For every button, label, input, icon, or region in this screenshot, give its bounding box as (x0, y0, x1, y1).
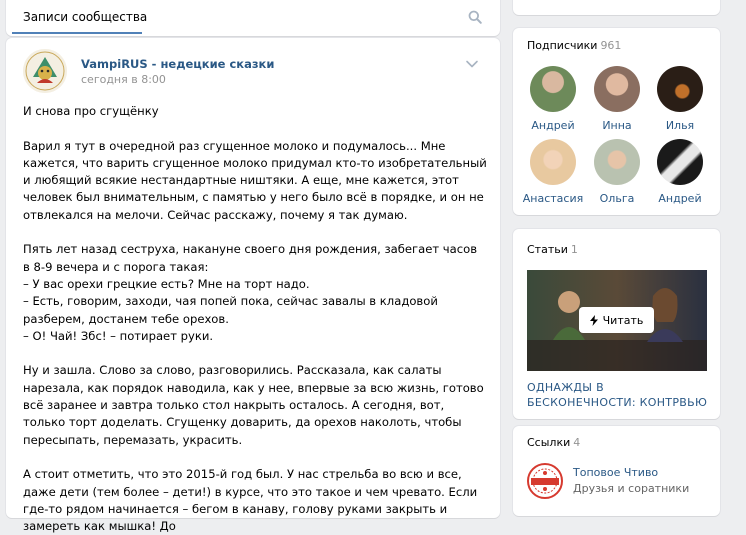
subscribers-title: Подписчики (527, 39, 598, 52)
active-tab-indicator (12, 32, 142, 34)
subscriber-avatar (657, 66, 703, 112)
post-text: И снова про сгущёнку Варил я тут в очередной раз сгущенное молоко и подумалось... Мне кажется, что варить сгущенное молоко придумал кто-то изобретательный и любящий всякие нестандартные ништяки. А еще, мне кажется, этот человек был внимательным, с памятью у него было всё в порядке, и он не отвлекался на мелочи. Сейчас расскажу, почему я так думаю. Пять лет назад сеструха, накануне своего дня рождения, забегает часов в 8-9 вечера и с порога такая: – У вас орехи грецкие есть? Мне на торт надо. – Есть, говорим, заходи, чая попей пока, сейчас завалы в кладовой разберем, достанем тебе орехов. – О! Чай! Збс! – потирает руки. Ну и зашла. Слово за слово, разговорились. Рассказала, как салаты нарезала, как порядок наводила, как у нее, впервые за всю жизнь, готово всё заранее и завтра только стол накрыть осталось. А сегодня, вот, только торт доделать. Сгущенку доварить, да орехов наколоть, чтобы пересыпать, перемазать, украсить. А стоит отметить, что это 2015-й год был. У нас стрельба во всю и все, даже дети (тем более – дети!) в курсе, что это такое и чем чревато. Если где-то рядом начинается – бегом в канаву, голову руками закрыть и замереть как мышка! До (23, 104, 487, 534)
post-author-link[interactable]: VampiRUS - недецкие сказки (81, 57, 275, 71)
link-description: Друзья и соратники (573, 482, 690, 495)
subscriber-avatar (657, 139, 703, 185)
article-cover[interactable] (527, 270, 707, 371)
link-logo[interactable] (527, 463, 563, 499)
subscriber-item[interactable] (521, 66, 585, 132)
links-title: Ссылки (527, 436, 571, 449)
links-card (513, 426, 720, 516)
top-partial-card (513, 0, 720, 15)
subscriber-avatar (594, 66, 640, 112)
links-count: 4 (573, 436, 581, 449)
subscriber-name: Анастасия (522, 192, 584, 205)
subscriber-name: Андрей (658, 192, 702, 205)
seal-logo-icon (527, 463, 563, 499)
subscriber-name: Илья (665, 119, 695, 132)
articles-count: 1 (570, 243, 578, 256)
subscribers-card (513, 28, 720, 215)
link-name[interactable]: Топовое Чтиво (573, 466, 659, 479)
subscriber-item[interactable] (648, 66, 712, 132)
links-header[interactable] (527, 436, 580, 449)
subscribers-count: 961 (600, 39, 622, 52)
post-timestamp[interactable]: сегодня в 8:00 (81, 73, 166, 86)
subscriber-avatar (530, 66, 576, 112)
subscriber-avatar (594, 139, 640, 185)
subscriber-item[interactable] (648, 139, 712, 205)
read-article-button[interactable] (579, 307, 654, 333)
article-title-link[interactable]: ОДНАЖДЫ В БЕСКОНЕЧНОСТИ: КОНТРВЬЮ (527, 381, 708, 409)
community-logo-icon (23, 49, 67, 93)
subscribers-header[interactable] (527, 39, 621, 52)
read-article-label: Читать (602, 313, 644, 327)
subscriber-item[interactable] (521, 139, 585, 205)
articles-card (513, 229, 720, 419)
subscriber-item[interactable] (585, 139, 649, 205)
subscriber-avatar (530, 139, 576, 185)
articles-header[interactable] (527, 243, 578, 256)
search-icon[interactable] (468, 10, 482, 24)
subscriber-name: Инна (602, 119, 632, 132)
chevron-down-icon[interactable] (466, 60, 478, 68)
subscriber-name: Ольга (599, 192, 635, 205)
posts-tabs-card (6, 0, 500, 36)
subscriber-name: Андрей (531, 119, 575, 132)
articles-title: Статьи (527, 243, 568, 256)
subscriber-item[interactable] (585, 66, 649, 132)
post-card (6, 38, 500, 534)
tab-community-posts[interactable]: Записи сообщества (23, 10, 148, 24)
community-avatar[interactable] (23, 49, 67, 93)
lightning-icon (590, 315, 598, 326)
